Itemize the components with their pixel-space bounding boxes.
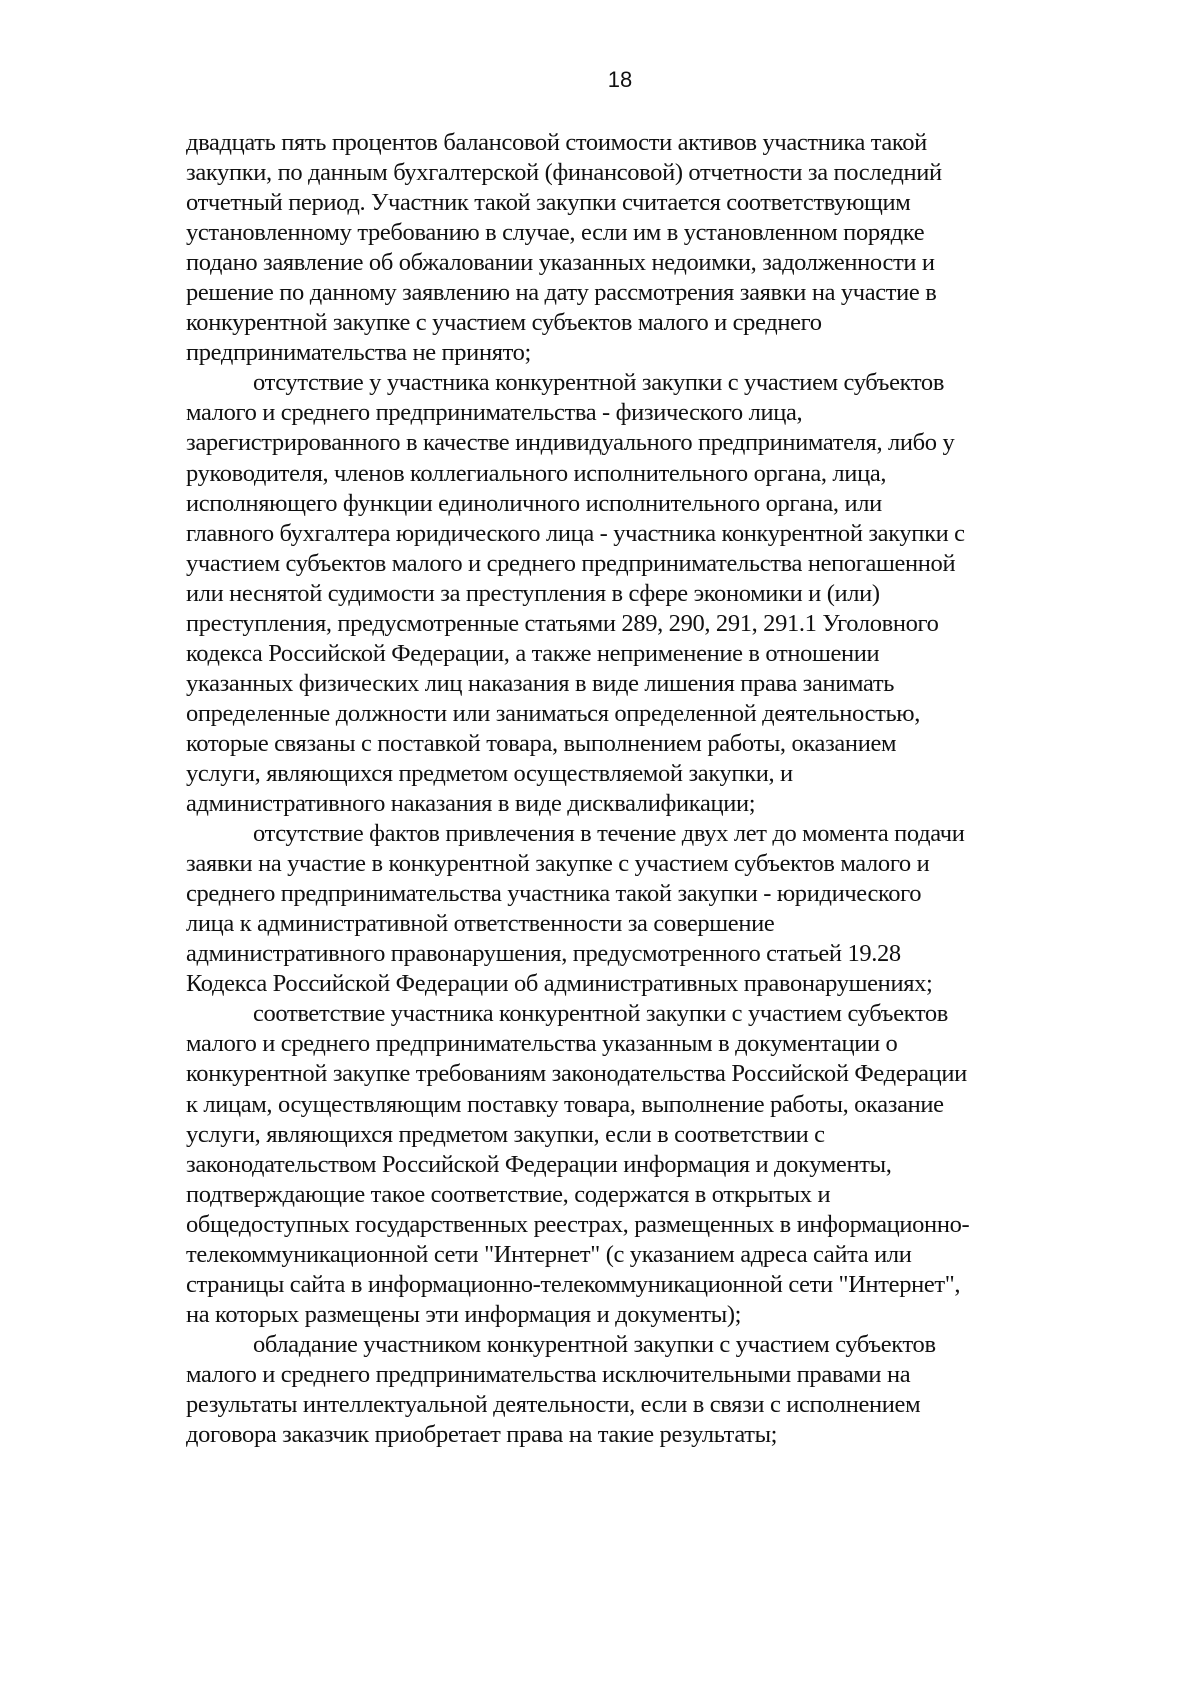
text-line: определенные должности или заниматься определенной деятельностью, (186, 699, 920, 727)
text-line: зарегистрированного в качестве индивидуального предпринимателя, либо у (186, 429, 955, 457)
text-line: лица к административной ответственности за совершение (186, 910, 775, 938)
text-line: административного правонарушения, предусмотренного статьей 19.28 (186, 940, 901, 968)
text-line: малого и среднего предпринимательства исключительными правами на (186, 1360, 911, 1388)
text-line: конкурентной закупке с участием субъектов малого и среднего (186, 309, 822, 337)
text-line: предпринимательства не принято; (186, 339, 532, 367)
text-line: преступления, предусмотренные статьями 289, 290, 291, 291.1 Уголовного (186, 609, 939, 637)
text-line: решение по данному заявлению на дату рассмотрения заявки на участие в (186, 279, 937, 307)
text-line: подано заявление об обжаловании указанных недоимки, задолженности и (186, 249, 935, 277)
text-line: телекоммуникационной сети "Интернет" (с указанием адреса сайта или (186, 1240, 912, 1268)
paragraph-1 (186, 128, 1058, 368)
text-line: договора заказчик приобретает права на такие результаты; (186, 1421, 778, 1449)
text-line: или неснятой судимости за преступления в сфере экономики и (или) (186, 579, 880, 607)
text-line: к лицам, осуществляющим поставку товара, выполнение работы, оказание (186, 1090, 944, 1118)
text-line: указанных физических лиц наказания в виде лишения права занимать (186, 669, 895, 697)
text-line: участием субъектов малого и среднего предпринимательства непогашенной (186, 549, 956, 577)
text-line: заявки на участие в конкурентной закупке с участием субъектов малого и (186, 850, 930, 878)
page-number: 18 (607, 67, 633, 92)
text-line: главного бухгалтера юридического лица - участника конкурентной закупки с (186, 519, 965, 547)
text-line: законодательством Российской Федерации информация и документы, (186, 1150, 892, 1178)
text-line: руководителя, членов коллегиального исполнительного органа, лица, (186, 459, 887, 487)
text-line: малого и среднего предпринимательства указанным в документации о (186, 1030, 898, 1058)
text-line: отсутствие фактов привлечения в течение двух лет до момента подачи (253, 820, 965, 848)
text-line: среднего предпринимательства участника такой закупки - юридического (186, 880, 922, 908)
text-line: установленному требованию в случае, если им в установленном порядке (186, 219, 925, 247)
text-line: закупки, по данным бухгалтерской (финансовой) отчетности за последний (186, 159, 942, 187)
text-line: малого и среднего предпринимательства - физического лица, (186, 399, 803, 427)
text-line: услуги, являющихся предметом осуществляемой закупки, и (186, 759, 793, 787)
paragraph-4 (186, 999, 1058, 1330)
text-line: отчетный период. Участник такой закупки считается соответствующим (186, 189, 911, 217)
text-line: общедоступных государственных реестрах, размещенных в информационно- (186, 1210, 970, 1238)
text-line: административного наказания в виде дисквалификации; (186, 790, 756, 818)
text-line: на которых размещены эти информация и документы); (186, 1300, 742, 1328)
text-line: исполняющего функции единоличного исполнительного органа, или (186, 489, 882, 517)
text-line: страницы сайта в информационно-телекоммуникационной сети "Интернет", (186, 1270, 961, 1298)
text-line: конкурентной закупке требованиям законодательства Российской Федерации (186, 1060, 967, 1088)
paragraph-2 (186, 368, 1058, 819)
document-body (186, 128, 1058, 1450)
text-line: двадцать пять процентов балансовой стоимости активов участника такой (186, 129, 927, 156)
text-line: соответствие участника конкурентной закупки с участием субъектов (253, 1000, 948, 1028)
text-line: результаты интеллектуальной деятельности, если в связи с исполнением (186, 1390, 921, 1418)
paragraph-5 (186, 1330, 1058, 1450)
text-line: Кодекса Российской Федерации об административных правонарушениях; (186, 970, 933, 998)
text-line: отсутствие у участника конкурентной закупки с участием субъектов (253, 369, 945, 397)
text-line: подтверждающие такое соответствие, содержатся в открытых и (186, 1180, 831, 1208)
text-line: услуги, являющихся предметом закупки, если в соответствии с (186, 1120, 825, 1148)
paragraph-3 (186, 819, 1058, 999)
text-line: обладание участником конкурентной закупки с участием субъектов (253, 1330, 936, 1358)
text-line: кодекса Российской Федерации, а также неприменение в отношении (186, 639, 880, 667)
text-line: которые связаны с поставкой товара, выполнением работы, оказанием (186, 729, 897, 757)
